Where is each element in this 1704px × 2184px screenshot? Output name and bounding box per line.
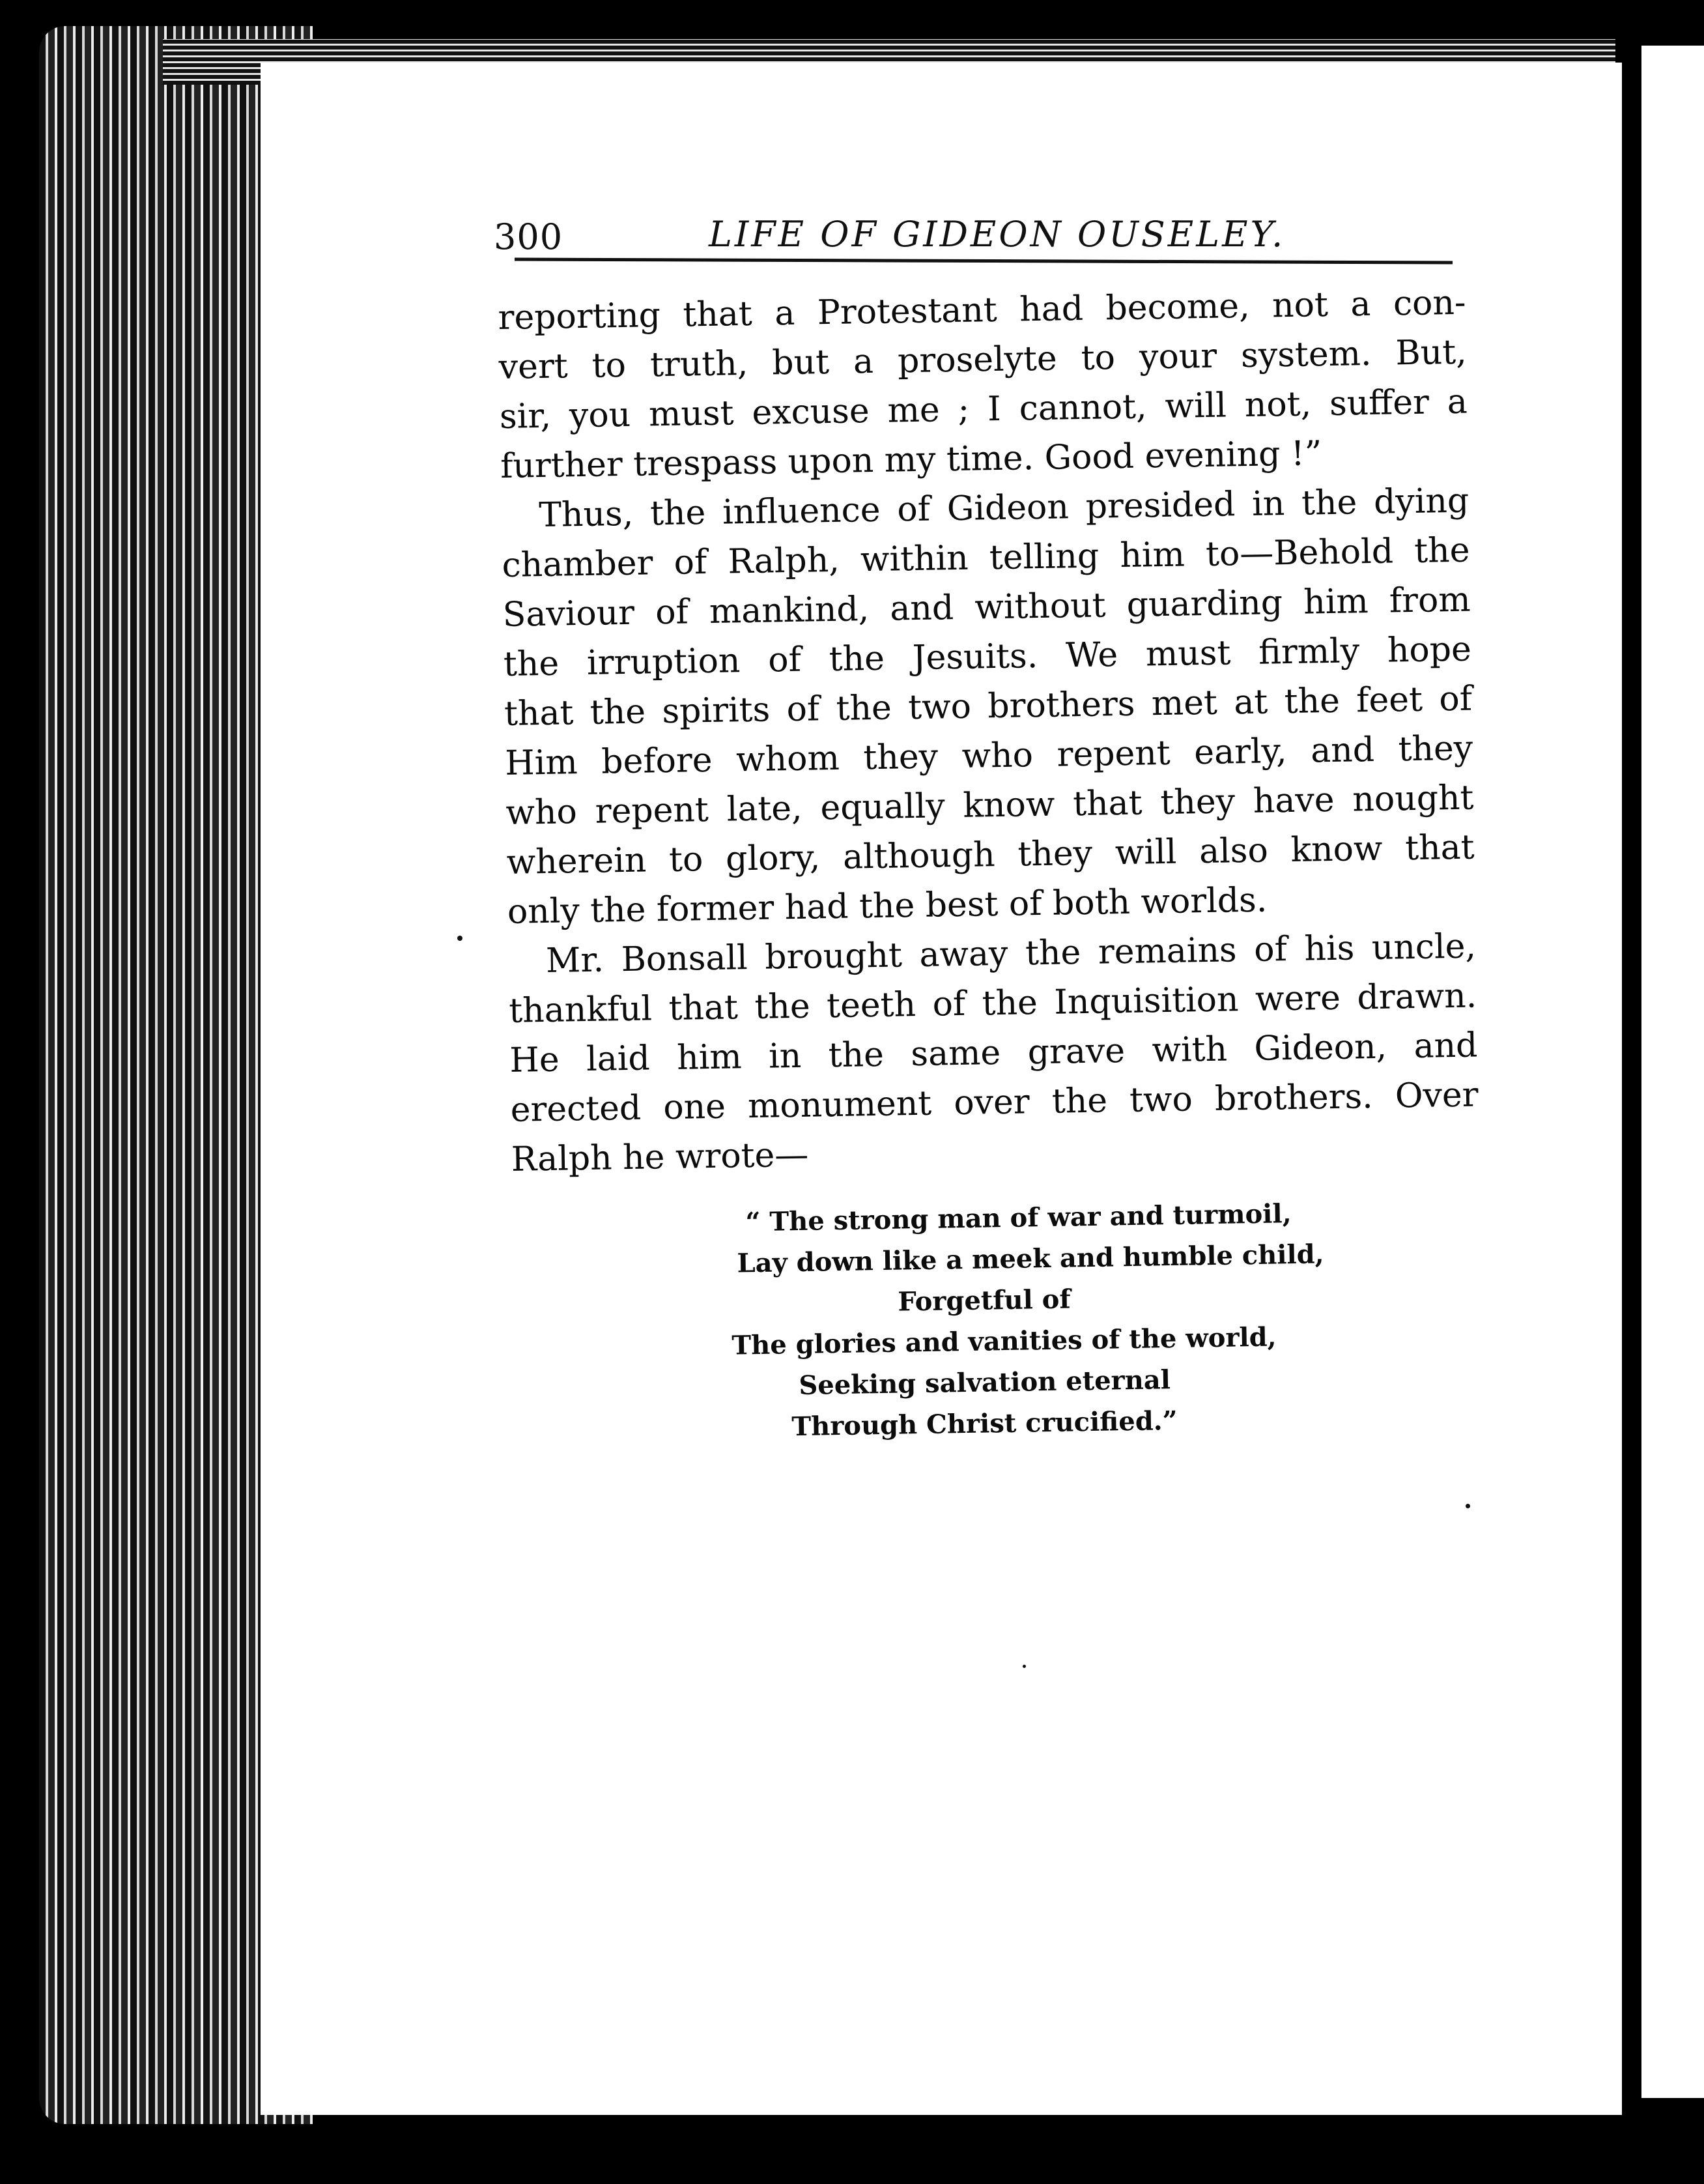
poem-line: Lay down like a meek and humble child, <box>737 1239 1324 1279</box>
text-line: wherein to glory, although they will also know that <box>506 827 1475 882</box>
poem-line: Forgetful of <box>898 1284 1071 1317</box>
text-line: Thus, the influence of Gideon presided in the dying <box>538 481 1470 536</box>
book-gutter <box>1622 39 1630 2105</box>
page-number: 300 <box>494 216 563 257</box>
facing-page-edge <box>1641 46 1704 2098</box>
paragraph-2 <box>501 476 1476 937</box>
text-line: vert to truth, but a proselyte to your system. But, <box>498 332 1468 387</box>
text-line: Him before whom they who repent early, and they <box>504 728 1473 783</box>
text-line: only the former had the best of both worlds. <box>507 880 1268 932</box>
ink-speck <box>1023 1665 1026 1668</box>
text-line: thankful that the teeth of the Inquisition were drawn. <box>508 976 1477 1031</box>
text-line: chamber of Ralph, within telling him to—Behold the <box>502 530 1470 585</box>
text-line: further trespass upon my time. Good evening !” <box>500 434 1322 486</box>
text-line: that the spirits of the two brothers met at the feet of <box>504 679 1473 734</box>
poem-line: Seeking salvation eternal <box>799 1364 1171 1401</box>
body-text <box>498 278 1479 1185</box>
ink-speck <box>1466 1504 1470 1508</box>
book-title: LIFE OF GIDEON OUSELEY. <box>709 214 1286 255</box>
text-line: sir, you must excuse me ; I cannot, will not, suffer a <box>499 382 1468 437</box>
text-line: He laid him in the same grave with Gideon, and <box>509 1026 1478 1080</box>
text-line: who repent late, equally know that they have nought <box>505 778 1474 833</box>
text-line: Saviour of mankind, and without guarding him from <box>502 580 1471 635</box>
text-line: Mr. Bonsall brought away the remains of his uncle, <box>545 927 1477 981</box>
text-line: the irruption of the Jesuits. We must firmly hope <box>503 629 1472 684</box>
paragraph-1 <box>498 278 1469 491</box>
epitaph-poem <box>717 1192 1339 1448</box>
poem-line: The glories and vanities of the world, <box>731 1321 1277 1361</box>
ink-speck <box>457 936 462 941</box>
text-line: erected one monument over the two brothers. Over <box>510 1075 1479 1130</box>
poem-line: Through Christ crucified.” <box>791 1405 1178 1443</box>
paragraph-3 <box>508 922 1480 1185</box>
running-head <box>494 210 1458 262</box>
text-line: Ralph he wrote— <box>511 1135 809 1179</box>
poem-line: “ The strong man of war and turmoil, <box>745 1198 1292 1238</box>
text-line: reporting that a Protestant had become, not a con- <box>498 283 1466 338</box>
